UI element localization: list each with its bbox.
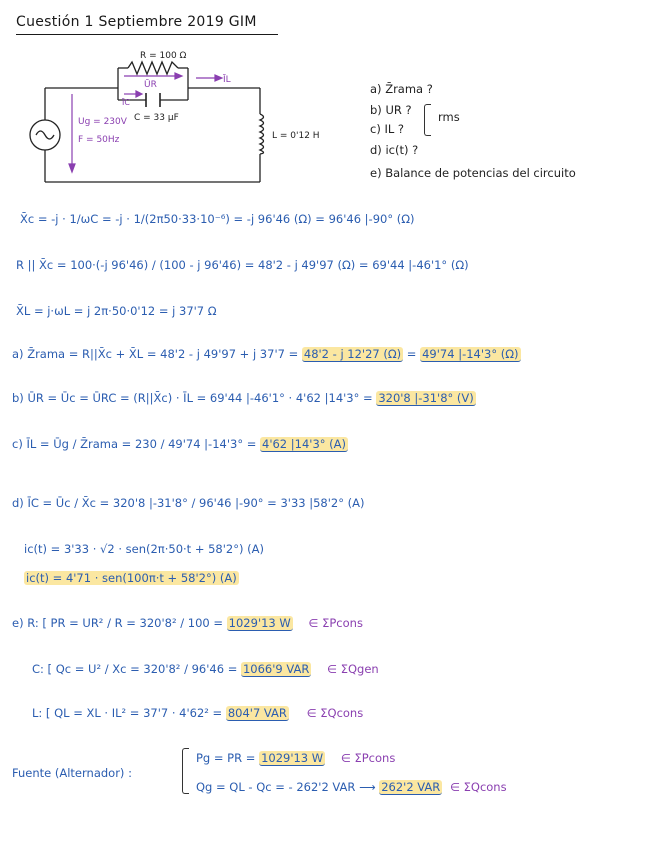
rms-label: rms (438, 110, 460, 124)
rms-brace (424, 104, 431, 136)
question-a: a) Z̄rama ? (370, 82, 433, 96)
answer-e-l-text: L: [ QL = XL · IL² = 37'7 · 4'62² = (32, 706, 226, 720)
source-pg (196, 751, 395, 765)
answer-a-rect: 48'2 - j 12'27 (Ω) (303, 347, 402, 361)
xl-line: X̄L = j·ωL = j 2π·50·0'12 = j 37'7 Ω (16, 304, 217, 318)
source-qg-result: 262'2 VAR (381, 780, 441, 794)
ic-label: ĪC (122, 98, 130, 107)
answer-b-result: 320'8 |-31'8° (V) (378, 391, 474, 405)
source-label: Fuente (Alternador) : (12, 766, 132, 780)
ur-label: ŪR (144, 80, 157, 90)
answer-b (12, 391, 476, 405)
resistor-label: R = 100 Ω (140, 51, 187, 61)
question-b: b) UR ? (370, 103, 412, 117)
answer-c-text: c) ĪL = Ūg / Z̄rama = 230 / 49'74 |-14'3° = (12, 437, 261, 451)
title-underline (16, 34, 278, 35)
answer-e-r-tag: ∈ ΣPcons (308, 616, 363, 630)
ic-expression-2-text: ic(t) = 4'71 · sen(100π·t + 58'2°) (A) (26, 571, 237, 585)
answer-a-polar: 49'74 |-14'3° (Ω) (422, 347, 519, 361)
page-title: Cuestión 1 Septiembre 2019 GIM (16, 14, 257, 30)
answer-b-text: b) ŪR = Ūc = ŪRC = (R||X̄c) · ĪL = 69'44 |-46'1° · 4'62 |14'3° = (12, 391, 377, 405)
source-pg-tag: ∈ ΣPcons (340, 751, 396, 765)
circuit-diagram (20, 42, 350, 192)
capacitor-label: C = 33 μF (134, 113, 179, 123)
answer-e-c-result: 1066'9 VAR (242, 662, 310, 676)
source-freq-label: F = 50Hz (78, 135, 120, 145)
answer-e-c-tag: ∈ ΣQgen (327, 662, 379, 676)
answer-e-r-result: 1029'13 W (228, 616, 291, 630)
r-parallel-xc-line: R || X̄c = 100·(-j 96'46) / (100 - j 96'46) = 48'2 - j 49'97 (Ω) = 69'44 |-46'1° (Ω) (16, 258, 469, 272)
ic-expression-2 (24, 571, 239, 585)
answer-a-eq: = (403, 347, 421, 361)
source-qg-tag: ∈ ΣQcons (449, 780, 507, 794)
source-pg-text: Pg = PR = (196, 751, 260, 765)
answer-c (12, 437, 348, 451)
answer-e-c (32, 662, 379, 676)
source-pg-result: 1029'13 W (261, 751, 324, 765)
ic-expression-1: ic(t) = 3'33 · √2 · sen(2π·50·t + 58'2°) (A) (24, 542, 264, 556)
xc-line: X̄c = -j · 1/ωC = -j · 1/(2π50·33·10⁻⁶) = -j 96'46 (Ω) = 96'46 |-90° (Ω) (20, 212, 415, 226)
source-qg (196, 780, 507, 794)
inductor-symbol (260, 114, 264, 154)
capacitor-symbol (146, 93, 160, 107)
answer-e-l (32, 706, 363, 720)
question-d: d) ic(t) ? (370, 143, 419, 157)
answer-e-l-result: 804'7 VAR (227, 706, 287, 720)
answer-e-c-text: C: [ Qc = U² / Xc = 320'8² / 96'46 = (32, 662, 241, 676)
answer-e-l-tag: ∈ ΣQcons (306, 706, 364, 720)
source-brace (182, 748, 189, 794)
resistor-symbol (128, 62, 178, 74)
answer-a-text: a) Z̄rama = R||X̄c + X̄L = 48'2 - j 49'97 + j 37'7 = (12, 347, 302, 361)
il-label: ĪL (223, 75, 231, 85)
question-c: c) IL ? (370, 122, 405, 136)
source-voltage-label: Ug = 230V (78, 117, 127, 127)
source-qg-text: Qg = QL - Qc = - 262'2 VAR ⟶ (196, 780, 380, 794)
answer-a (12, 347, 521, 361)
answer-e-r (12, 616, 363, 630)
answer-e-r-text: e) R: [ PR = UR² / R = 320'8² / 100 = (12, 616, 227, 630)
answer-d: d) ĪC = Ūc / X̄c = 320'8 |-31'8° / 96'46 |-90° = 3'33 |58'2° (A) (12, 496, 365, 510)
question-e: e) Balance de potencias del circuito (370, 166, 576, 180)
answer-c-result: 4'62 |14'3° (A) (262, 437, 347, 451)
inductor-label: L = 0'12 H (272, 131, 320, 141)
